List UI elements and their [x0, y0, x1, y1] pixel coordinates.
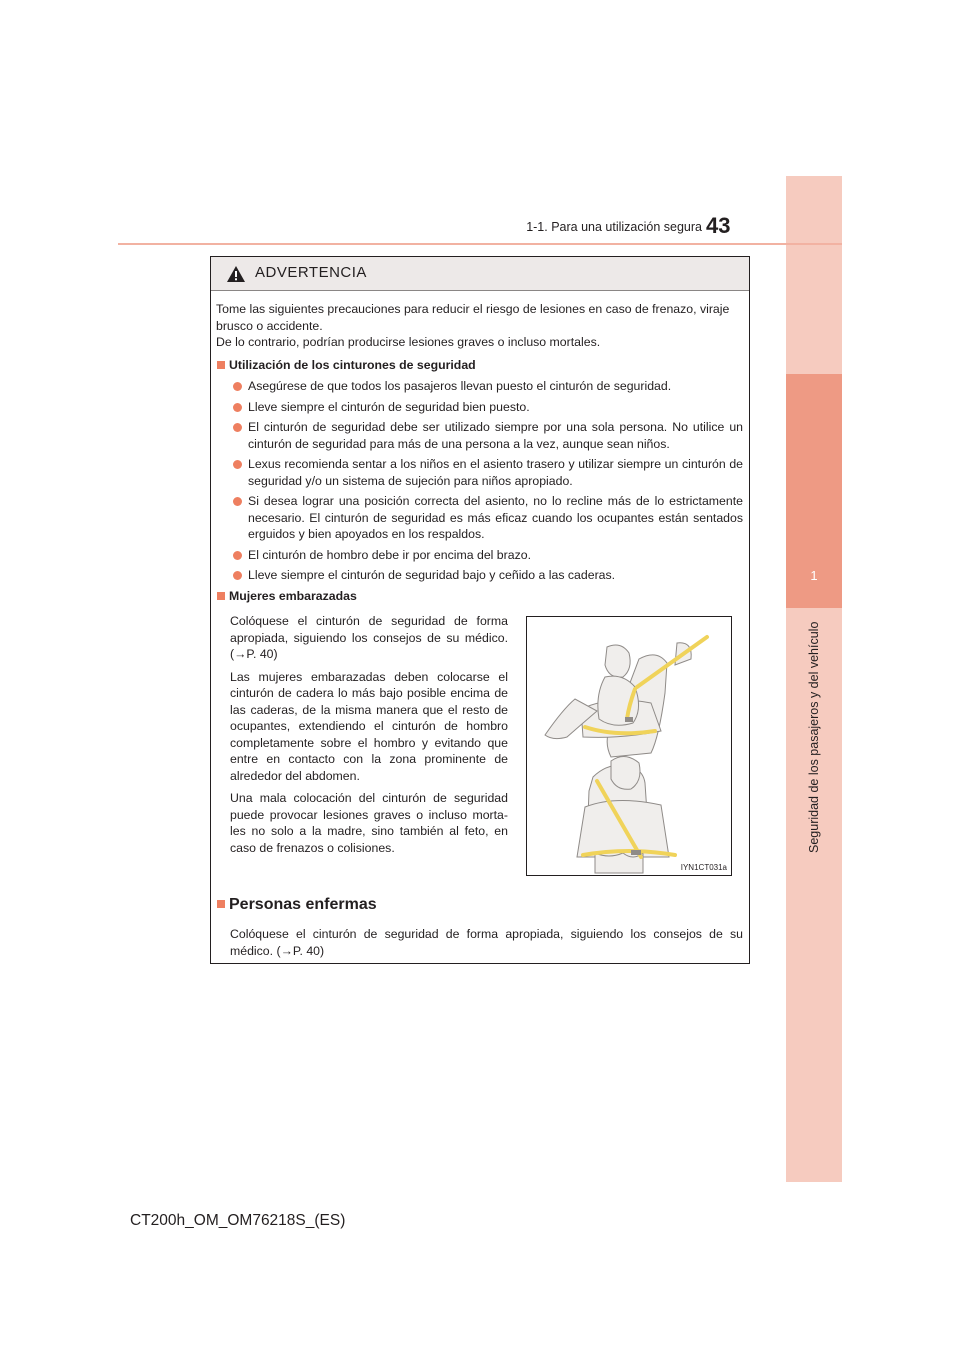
heading-text: Mujeres embarazadas [229, 588, 357, 603]
square-bullet-icon [217, 592, 225, 600]
warning-box [210, 256, 750, 964]
illustration-drawing [527, 617, 731, 875]
round-bullet-icon [233, 551, 242, 560]
round-bullet-icon [233, 423, 242, 432]
list-item-text: Asegúrese de que todos los pasajeros llevan puesto el cinturón de seguridad. [248, 379, 672, 393]
section-title: 1-1. Para una utilización segura [526, 220, 702, 234]
square-bullet-icon [217, 900, 225, 908]
warning-header [211, 257, 749, 291]
heading-text: Utilización de los cinturones de seguridad [229, 357, 476, 372]
section-heading-pregnant [216, 588, 743, 605]
list-item-text: Lleve siempre el cinturón de seguridad bien puesto. [248, 399, 530, 414]
pregnant-text [230, 613, 508, 862]
warning-title: ADVERTENCIA [255, 264, 367, 281]
section-heading-seatbelts [216, 357, 743, 374]
list-item [216, 399, 743, 416]
warning-body [211, 291, 749, 604]
list-item-text: Lexus recomienda sentar a los niños en el asiento trasero y utilizar siempre un cinturón de seguridad y/o un sistema de sujeción para niños apropiado. [248, 457, 743, 488]
list-item [216, 378, 743, 395]
heading-text: Personas enfermas [229, 896, 377, 913]
chapter-side-tab [786, 176, 842, 1182]
intro-text: Tome las siguientes precauciones para reducir el riesgo de lesiones en caso de frenazo, viraje brusco o accidente. [216, 302, 730, 333]
warning-triangle-icon [226, 265, 246, 283]
paragraph: Las mujeres embarazadas deben colocarse el cinturón de cadera lo más bajo posible encima de las caderas, de la misma manera que el resto de ocupantes, extendiendo el cinturón de hombro completamente sobre el hombro y evitando que entre en contacto con la zona prominente de alrededor del abdomen. [230, 669, 508, 783]
header-rule [118, 243, 842, 245]
list-item-text: El cinturón de seguridad debe ser utilizado siempre por una sola persona. No utilice un cinturón de seguridad para más de una persona a la vez, aunque sean niños. [248, 420, 743, 451]
sick-paragraph: Colóquese el cinturón de seguridad de forma apropiada, siguiendo los consejos de su médico. (→P. 40) [230, 927, 743, 958]
list-item-text: El cinturón de hombro debe ir por encima del brazo. [248, 547, 531, 562]
round-bullet-icon [233, 571, 242, 580]
round-bullet-icon [233, 460, 242, 469]
chapter-title: Seguridad de los pasajeros y del vehículo [807, 621, 821, 853]
list-item [216, 567, 743, 584]
paragraph: Una mala colocación del cinturón de seguridad puede provocar lesiones graves o incluso morta-les no solo a la madre, sino también al feto, en caso de frenazos o colisiones. [230, 791, 508, 855]
pregnant-seatbelt-illustration [526, 616, 732, 876]
list-item [216, 456, 743, 489]
section-heading-sick [216, 896, 756, 914]
figure-code: IYN1CT031a [680, 863, 727, 872]
intro-text-2: De lo contrario, podrían producirse lesiones graves o incluso mortales. [216, 335, 601, 349]
round-bullet-icon [233, 382, 242, 391]
chapter-number: 1 [810, 568, 818, 583]
square-bullet-icon [217, 361, 225, 369]
list-item [216, 547, 743, 564]
list-item-text: Lleve siempre el cinturón de seguridad bajo y ceñido a las caderas. [248, 568, 616, 582]
round-bullet-icon [233, 403, 242, 412]
list-item-text: Si desea lograr una posición correcta del asiento, no lo recline más de lo estrictamente necesario. El cinturón de seguridad es más eficaz cuando los ocupantes están sentados erguidos y bien apoyados en los respaldos. [248, 494, 743, 541]
document-code: CT200h_OM_OM76218S_(ES) [130, 1212, 346, 1229]
paragraph: Colóquese el cinturón de seguridad de forma apropiada, siguiendo los consejos de su médico. (→P. 40) [230, 614, 508, 661]
page-number: 43 [706, 213, 731, 238]
list-item [216, 493, 743, 543]
round-bullet-icon [233, 497, 242, 506]
list-item [216, 419, 743, 452]
